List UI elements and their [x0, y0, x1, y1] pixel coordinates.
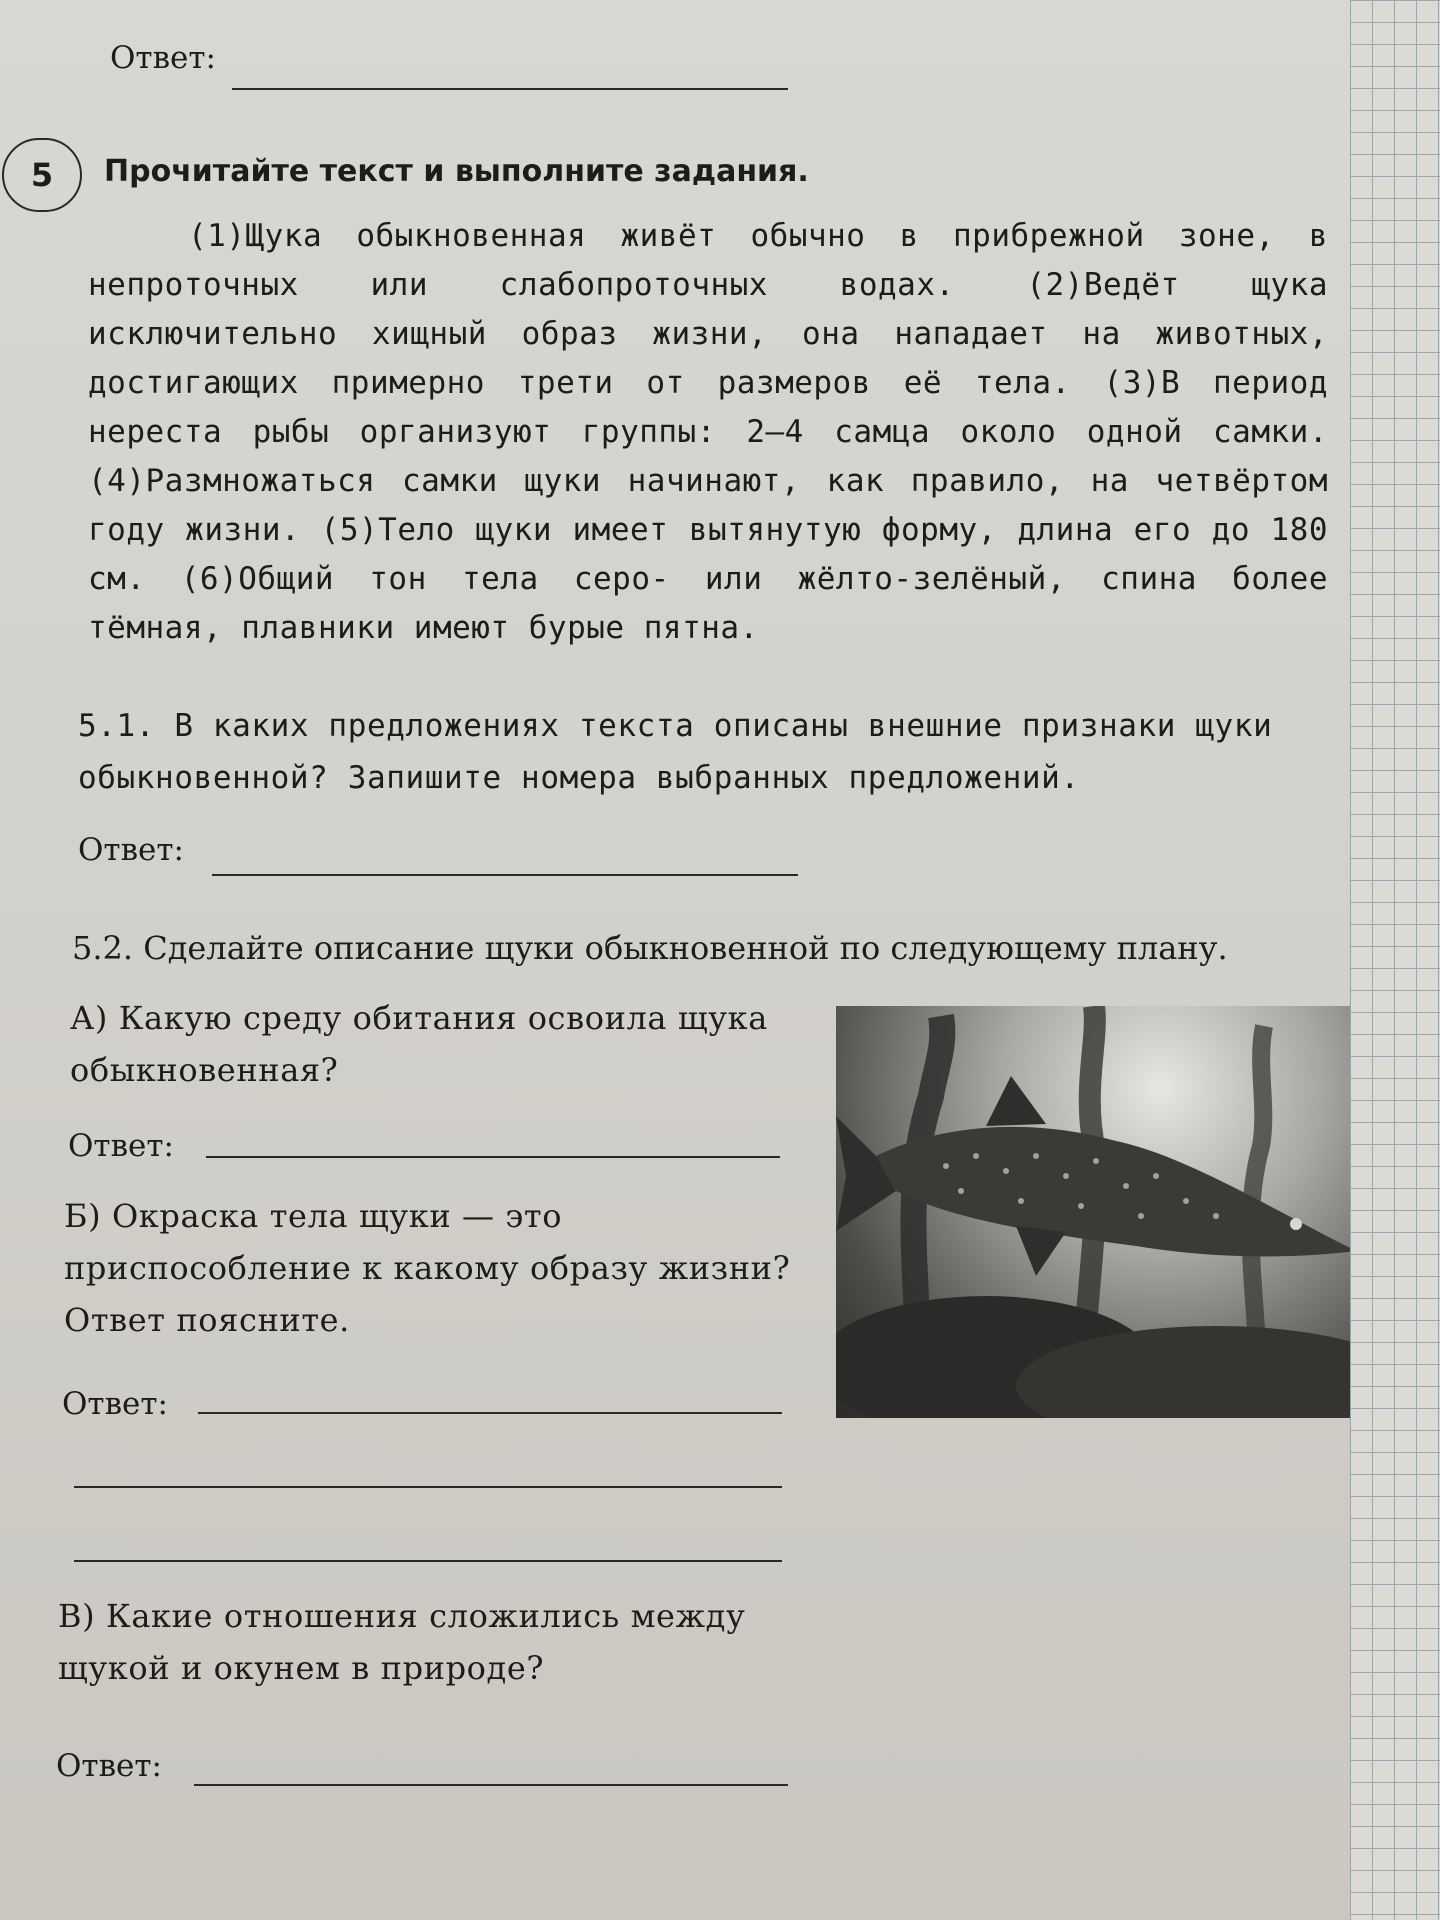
task-instruction: Прочитайте текст и выполните задания.	[104, 154, 809, 189]
top-answer-line[interactable]	[232, 88, 788, 90]
top-answer-label: Ответ:	[110, 40, 216, 76]
passage-text	[88, 212, 1328, 653]
question-5-2-b: Б) Окраска тела щуки — это приспособление к какому образу жизни? Ответ поясните.	[64, 1197, 791, 1339]
answer-5-1-label: Ответ:	[78, 832, 184, 868]
question-5-2-v: В) Какие отношения сложились между щукой и окунем в природе?	[58, 1597, 746, 1687]
question-5-2: 5.2. Сделайте описание щуки обыкновенной по следующему плану.	[72, 929, 1228, 967]
pike-photo	[836, 1006, 1376, 1418]
question-5-1: 5.1. В каких предложениях текста описаны внешние признаки щуки обыкновенной? Запишите номера выбранных предложений.	[78, 708, 1273, 796]
answer-b-line-3[interactable]	[74, 1560, 782, 1562]
pike-illustration	[836, 1006, 1376, 1418]
passage-body: (1)Щука обыкновенная живёт обычно в прибрежной зоне, в непроточных или слабопроточных водах. (2)Ведёт щука исключительно хищный образ жизни, она нападает на животных, достигающих примерно трети от размеров её тела. (3)В период нереста рыбы организуют группы: 2–4 самца около одной самки. (4)Размножаться самки щуки начинают, как правило, на четвёртом году жизни. (5)Тело щуки имеет вытянутую форму, длина его до 180 см. (6)Общий тон тела серо- или жёлто-зелёный, спина более тёмная, плавники имеют бурые пятна.	[88, 218, 1328, 646]
answer-v-line[interactable]	[194, 1784, 788, 1786]
answer-b-line-2[interactable]	[74, 1486, 782, 1488]
answer-a-label: Ответ:	[68, 1128, 174, 1164]
question-5-2-a: А) Какую среду обитания освоила щука обыкновенная?	[70, 999, 768, 1089]
answer-5-1-line[interactable]	[212, 874, 798, 876]
answer-v-label: Ответ:	[56, 1748, 162, 1784]
task-number-badge: 5	[2, 138, 82, 212]
graph-paper-edge	[1350, 0, 1440, 1920]
answer-b-label: Ответ:	[62, 1386, 168, 1422]
answer-a-line[interactable]	[206, 1156, 780, 1158]
answer-b-line-1[interactable]	[198, 1412, 782, 1414]
